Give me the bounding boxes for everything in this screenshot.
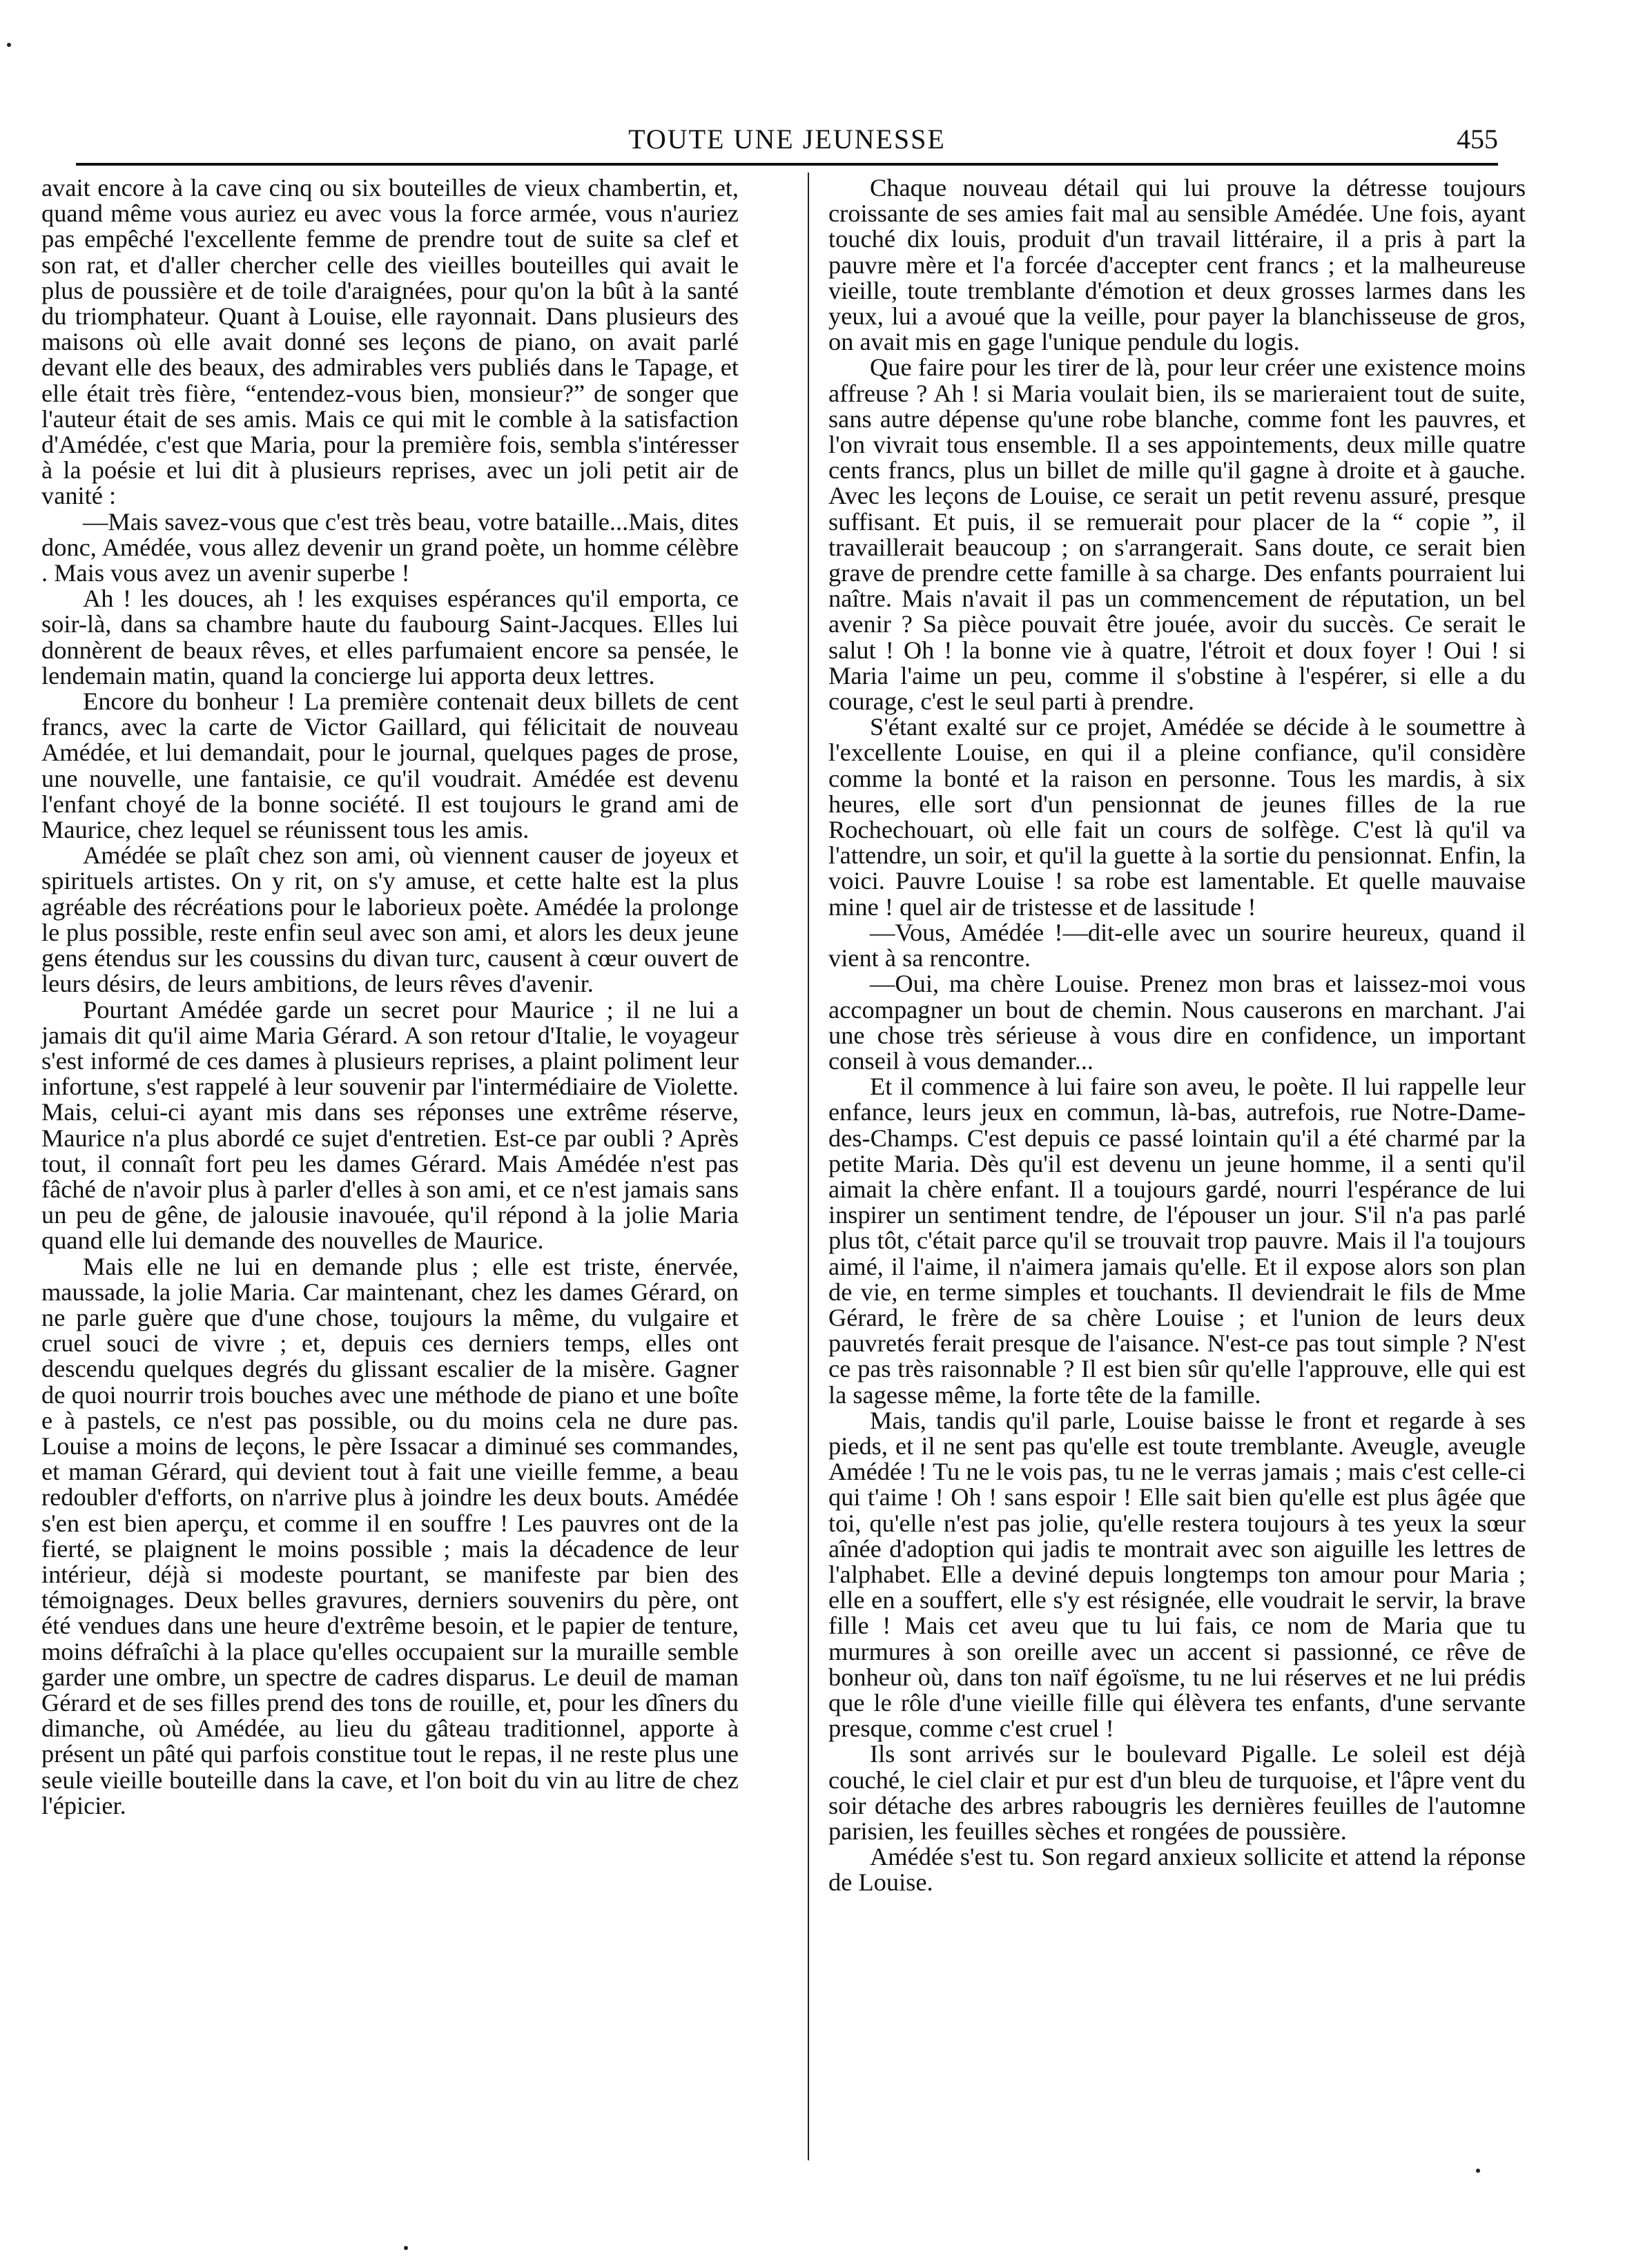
column-divider	[808, 173, 809, 2160]
paragraph: Que faire pour les tirer de là, pour leur créer une existence moins affreuse ? Ah ! si Maria voulait bien, ils se marieraient tout de suite, sans autre dépense qu'une robe blanche, comme font les pauvres, et l'on vivrait tous ensemble. Il a ses appointements, deux mille quatre cents francs, plus un billet de mille qu'il gagne à droite et à gauche. Avec les leçons de Louise, ce serait un petit revenu assuré, presque suffisant. Et puis, il se remuerait pour placer de la “ copie ”, il travaillerait beaucoup ; on s'arrangerait. Sans doute, ce serait bien grave de prendre cette famille à sa charge. Des enfants pourraient lui naître. Mais n'avait il pas un commencement de réputation, un bel avenir ? Sa pièce pouvait être jouée, avoir du succès. Ce serait le salut ! Oh ! la bonne vie à quatre, l'étroit et doux foyer ! Oui ! si Maria l'aime un peu, comme il s'obstine à l'espérer, si elle a du courage, c'est le seul parti à prendre.	[828, 353, 1526, 716]
running-title: TOUTE UNE JEUNESSE	[628, 124, 946, 155]
paragraph: Et il commence à lui faire son aveu, le poète. Il lui rappelle leur enfance, leurs jeux en commun, là-bas, autrefois, rue Notre-Dame-des-Champs. C'est depuis ce passé lointain qu'il a été charmé par la petite Maria. Dès qu'il est devenu un jeune homme, il a senti qu'il aimait la chère enfant. Il a toujours gardé, nourri l'espérance de lui inspirer un sentiment tendre, de l'épouser un jour. S'il n'a pas parlé plus tôt, c'était parce qu'il se trouvait trop pauvre. Mais il l'a toujours aimé, il l'aime, il n'aimera jamais qu'elle. Et il expose alors son plan de vie, en terme simples et touchants. Il deviendrait le fils de Mme Gérard, le frère de sa chère Louise ; et l'union de leurs deux pauvretés ferait presque de l'aisance. N'est-ce pas tout simple ? N'est ce pas très raisonnable ? Il est bien sûr qu'elle l'approuve, elle qui est la sagesse même, la forte tête de la famille.	[828, 1073, 1526, 1409]
paragraph: Mais elle ne lui en demande plus ; elle est triste, énervée, maussade, la jolie Maria. Car maintenant, chez les dames Gérard, on ne parle guère que d'une chose, toujours la même, du vulgaire et cruel souci de vivre ; et, depuis ces derniers temps, elles ont descendu quelques degrés du glissant escalier de la misère. Gagner de quoi nourrir trois bouches avec une méthode de piano et une boîte e à pastels, ce n'est pas possible, ou du moins cela ne dure pas. Louise a moins de leçons, le père Issacar a diminué ses commandes, et maman Gérard, qui devient tout à fait une vieille femme, a beau redoubler d'efforts, on n'arrive plus à joindre les deux bouts. Amédée s'en est bien aperçu, et comme il en souffre ! Les pauvres ont de la fierté, se plaignent le moins possible ; mais la décadence de leur intérieur, déjà si modeste pourtant, se manifeste par bien des témoignages. Deux belles gravures, derniers souvenirs du père, ont été vendues dans une heure d'extrême besoin, et le papier de tenture, moins défraîchi à la place qu'elles occupaient sur la muraille semble garder une ombre, un spectre de cadres disparus. Le deuil de maman Gérard et de ses filles prend des tons de rouille, et, pour les dîners du dimanche, où Amédée, au lieu du gâteau traditionnel, apporte à présent un pâté qui parfois constitue tout le repas, il ne reste plus une seule vieille bouteille dans la cave, et l'on boit du vin au litre de chez l'épicier.	[41, 1252, 739, 1819]
header-rule	[76, 163, 1498, 166]
paragraph: S'étant exalté sur ce projet, Amédée se décide à le soumettre à l'excellente Louise, en qui il a pleine confiance, qu'il considère comme la bonté et la raison en personne. Tous les mardis, à six heures, elle sort d'un pensionnat de jeunes filles de la rue Rochechouart, où elle fait un cours de solfège. C'est là qu'il va l'attendre, un soir, et qu'il la guette à la sortie du pensionnat. Enfin, la voici. Pauvre Louise ! sa robe est lamentable. Et quelle mauvaise mine ! quel air de tristesse et de lassitude !	[828, 713, 1526, 921]
print-speck	[404, 2246, 408, 2250]
paragraph: Ah ! les douces, ah ! les exquises espérances qu'il emporta, ce soir-là, dans sa chambre haute du faubourg Saint-Jacques. Elles lui donnèrent de beaux rêves, et elles parfumaient encore sa pensée, le lendemain matin, quand la concierge lui apporta deux lettres.	[41, 585, 739, 690]
paragraph: Ils sont arrivés sur le boulevard Pigalle. Le soleil est déjà couché, le ciel clair et pur est d'un bleu de turquoise, et l'âpre vent du soir détache des arbres rabougris les dernières feuilles de l'automne parisien, les feuilles sèches et rongées de poussière.	[828, 1740, 1526, 1845]
paragraph: Amédée se plaît chez son ami, où viennent causer de joyeux et spirituels artistes. On y rit, on s'y amuse, et cette halte est la plus agréable des récréations pour le laborieux poète. Amédée la prolonge le plus possible, reste enfin seul avec son ami, et alors les deux jeune gens étendus sur les coussins du divan turc, causent à cœur ouvert de leurs désirs, de leurs ambitions, de leurs rêves d'avenir.	[41, 841, 739, 998]
paragraph: —Mais savez-vous que c'est très beau, votre bataille...Mais, dites donc, Amédée, vous allez devenir un grand poète, un homme célèbre . Mais vous avez un avenir superbe !	[41, 507, 739, 587]
paragraph: —Vous, Amédée !—dit-elle avec un sourire heureux, quand il vient à sa rencontre.	[828, 918, 1526, 972]
paragraph: Chaque nouveau détail qui lui prouve la détresse toujours croissante de ses amies fait mal au sensible Amédée. Une fois, ayant touché dix louis, produit d'un travail littéraire, il a pris à part la pauvre mère et l'a forcée d'accepter cent francs ; et la malheureuse vieille, toute tremblante d'émotion et deux grosses larmes dans les yeux, lui a avoué que la veille, pour payer la blanchisseuse de gros, on avait mis en gage l'unique pendule du logis.	[828, 174, 1526, 356]
paragraph: Pourtant Amédée garde un secret pour Maurice ; il ne lui a jamais dit qu'il aime Maria Gérard. A son retour d'Italie, le voyageur s'est informé de ces dames à plusieurs reprises, a plaint poliment leur infortune, s'est rappelé à leur souvenir par l'intermédiaire de Violette. Mais, celui-ci ayant mis dans ses réponses une extrême réserve, Maurice n'a plus abordé ce sujet d'entretien. Est-ce par oubli ? Après tout, il connaît fort peu les dames Gérard. Mais Amédée n'est pas fâché de n'avoir plus à parler d'elles à son ami, et ce n'est jamais sans un peu de gêne, de jalousie inavouée, qu'il répond à la jolie Maria quand elle lui demande des nouvelles de Maurice.	[41, 995, 739, 1255]
paragraph: Encore du bonheur ! La première contenait deux billets de cent francs, avec la carte de Victor Gaillard, qui félicitait de nouveau Amédée, et lui demandait, pour le journal, quelques pages de prose, une nouvelle, une fantaisie, ce qu'il voudrait. Amédée est devenu l'enfant choyé de la bonne société. Il est toujours le grand ami de Maurice, chez lequel se réunissent tous les amis.	[41, 687, 739, 844]
paragraph: avait encore à la cave cinq ou six bouteilles de vieux chambertin, et, quand même vous auriez eu avec vous la force armée, vous n'auriez pas empêché l'excellente femme de prendre tout de suite sa clef et son rat, et d'aller chercher celle des vieilles bouteilles qui avait le plus de poussière et de toile d'araignées, pour qu'on la bût à la santé du triomphateur. Quant à Louise, elle rayonnait. Dans plusieurs des maisons où elle avait donné ses leçons de piano, on avait parlé devant elle des beaux, des admirables vers publiés dans le Tapage, et elle était très fière, “entendez-vous bien, monsieur?” de songer que l'auteur était de ses amis. Mais ce qui mit le comble à la satisfaction d'Amédée, c'est que Maria, pour la première fois, sembla s'intéresser à la poésie et lui dit à plusieurs reprises, avec un joli petit air de vanité :	[41, 174, 739, 510]
paragraph: —Oui, ma chère Louise. Prenez mon bras et laissez-moi vous accompagner un bout de chemin. Nous causerons en marchant. J'ai une chose très sérieuse à vous dire en confidence, un important conseil à vous demander...	[828, 970, 1526, 1075]
left-column	[41, 175, 739, 1819]
page-number: 455	[1457, 124, 1498, 155]
right-column	[828, 175, 1526, 1896]
page-header	[76, 116, 1498, 164]
paragraph: Mais, tandis qu'il parle, Louise baisse le front et regarde à ses pieds, et il ne sent pas qu'elle est toute tremblante. Aveugle, aveugle Amédée ! Tu ne le vois pas, tu ne le verras jamais ; mais c'est celle-ci qui t'aime ! Oh ! sans espoir ! Elle sait bien qu'elle est plus âgée que toi, qu'elle n'est pas jolie, qu'elle restera toujours à tes yeux la sœur aînée d'adoption qui jadis te montrait avec son aiguille les lettres de l'alphabet. Elle a deviné depuis longtemps ton amour pour Maria ; elle en a souffert, elle s'y est résignée, elle voudrait le servir, la brave fille ! Mais cet aveu que tu lui fais, ce nom de Maria que tu murmures à son oreille avec un accent si passionné, ce rêve de bonheur où, dans ton naïf égoïsme, tu ne lui réserves et ne lui prédis que le rôle d'une vieille fille qui élèvera tes enfants, d'une servante presque, comme c'est cruel !	[828, 1406, 1526, 1743]
print-speck	[7, 43, 11, 47]
print-speck	[1476, 2169, 1480, 2173]
paragraph: Amédée s'est tu. Son regard anxieux sollicite et attend la réponse de Louise.	[828, 1843, 1526, 1897]
